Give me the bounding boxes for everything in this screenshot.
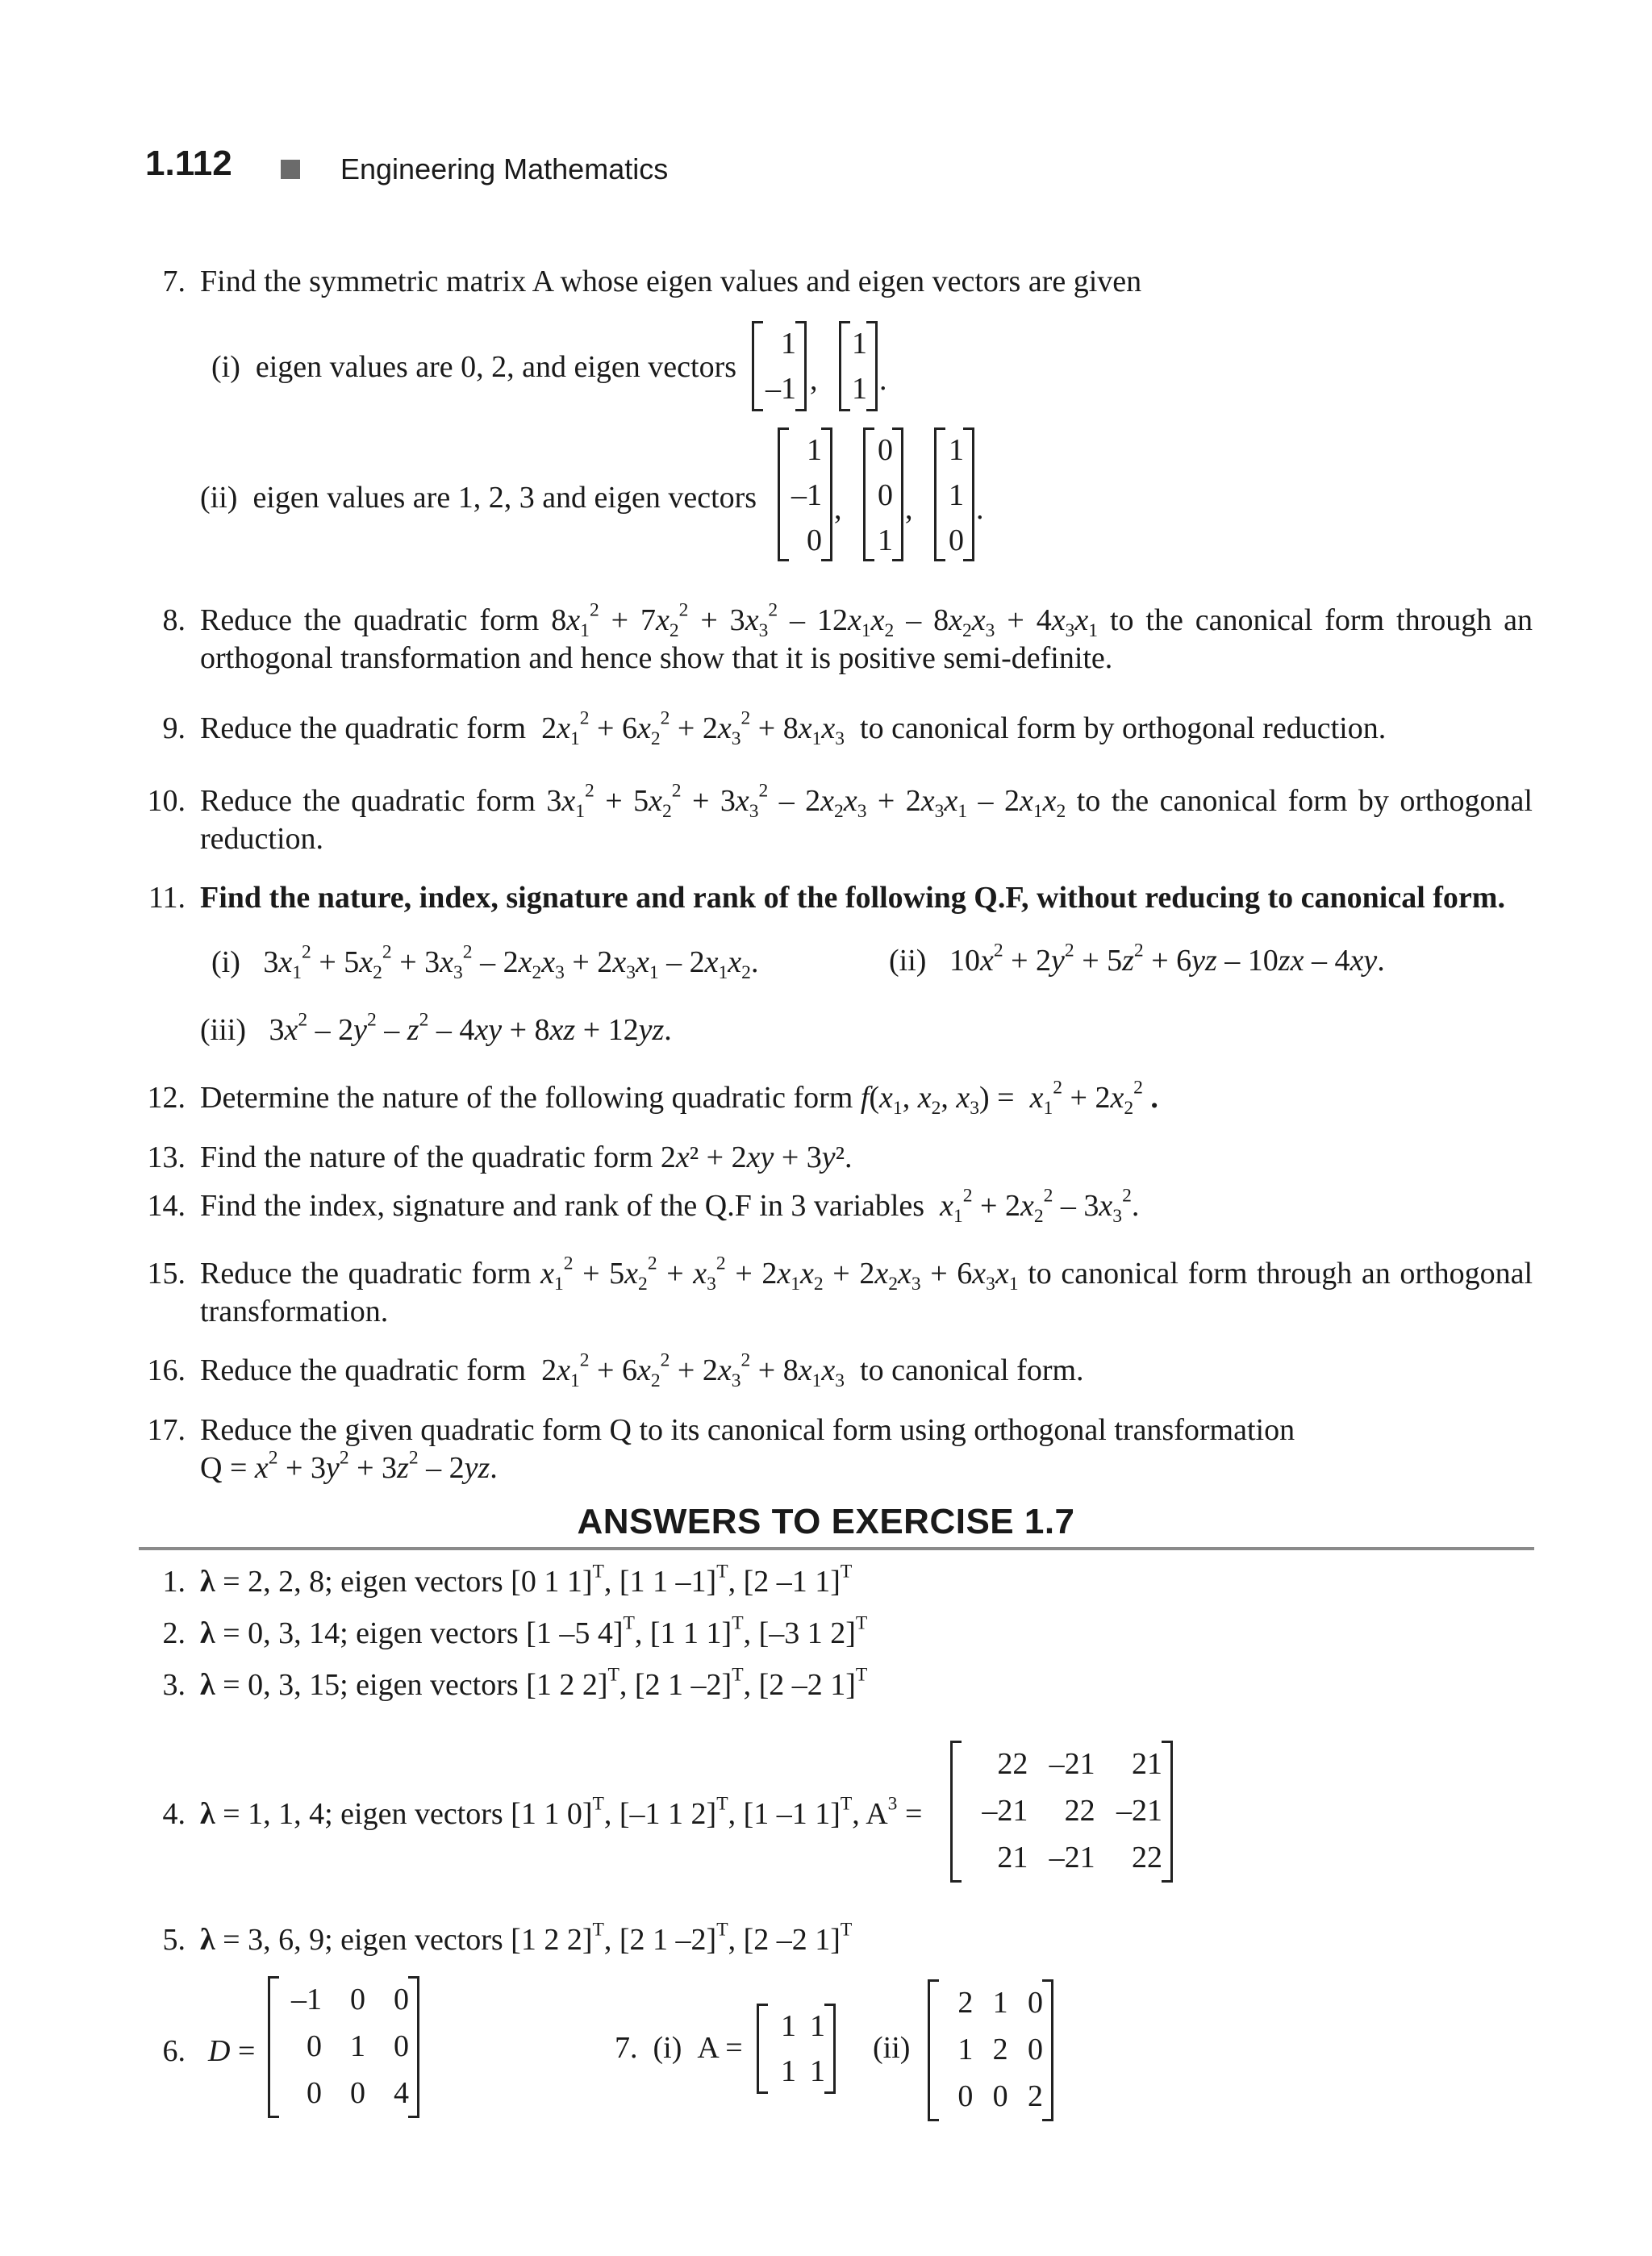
a3-number: 3.	[162, 1668, 186, 1702]
a7-ii-label: (ii)	[873, 2031, 911, 2065]
q17-number: 17.	[147, 1413, 186, 1447]
book-title: Engineering Mathematics	[340, 152, 669, 186]
q13-text: Find the nature of the quadratic form 2x² + 2xy + 3y².	[200, 1141, 853, 1174]
a5-number: 5.	[162, 1923, 186, 1957]
a2-text: λ = 0, 3, 14; eigen vectors [1 –5 4]$^T$, [1 1 1]$^T$, [–3 1 2]$^T$	[200, 1612, 868, 1650]
a6-matrix: –1 0 0 0 1 0 0 0 4	[268, 1976, 419, 2118]
q7-i-vector-2: 1 1	[839, 321, 878, 411]
q7-part-i: (i) eigen values are 0, 2, and eigen vectors	[211, 350, 737, 384]
header-square-icon	[281, 160, 300, 179]
q7-ii-vector-2: 0 0 1	[863, 427, 903, 561]
a3-text: λ = 0, 3, 15; eigen vectors [1 2 2]$^T$, [2 1 –2]$^T$, [2 –2 1]$^T$	[200, 1664, 868, 1702]
q7-number: 7.	[162, 265, 186, 298]
q16-number: 16.	[147, 1353, 186, 1387]
q11-text: Find the nature, index, signature and rank of the following Q.F, without reducing to canonical form.	[200, 881, 1505, 915]
page-number: 1.112	[145, 144, 232, 183]
a4-text: λ = 1, 1, 4; eigen vectors [1 1 0]$^T$, [–1 1 2]$^T$, [1 –1 1]$^T$, $A^3$ =	[200, 1793, 923, 1831]
comma: ,	[834, 492, 842, 526]
q8-number: 8.	[162, 603, 186, 637]
a4-number: 4.	[162, 1797, 186, 1831]
q15-number: 15.	[147, 1257, 186, 1291]
answers-divider	[139, 1547, 1534, 1550]
comma: ,	[905, 492, 913, 526]
comma: ,	[810, 363, 818, 397]
q9-text: Reduce the quadratic form $2x_1^2 + 6x_2^2 + 2x_3^2 + 8x_1x_3$ to canonical form by orthogonal reduction.	[200, 707, 1387, 750]
q11-part-ii: (ii) $10x^2 + 2y^2 + 5z^2 + 6yz - 10zx - 4xy$.	[889, 940, 1385, 978]
q7-ii-vector-3: 1 1 0	[934, 427, 974, 561]
a7-i-matrix: 1 1 1 1	[757, 2004, 836, 2094]
q16-text: Reduce the quadratic form $2x_1^2 + 6x_2^2 + 2x_3^2 + 8x_1x_3$ to canonical form.	[200, 1349, 1084, 1392]
a1-text: λ = 2, 2, 8; eigen vectors [0 1 1]$^T$, [1 1 –1]$^T$, [2 –1 1]$^T$	[200, 1561, 853, 1599]
period: .	[879, 363, 887, 397]
q11-number: 11.	[148, 881, 186, 915]
period: .	[976, 492, 984, 526]
q7-part-ii: (ii) eigen values are 1, 2, 3 and eigen vectors	[200, 481, 757, 515]
q7-i-vector-1: 1 –1	[752, 321, 807, 411]
q8-text: Reduce the quadratic form $8x_1^2 + 7x_2^2 + 3x_3^2 - 12x_1x_2 - 8x_2x_3 + 4x_3x_1$ to the canonical form through an orthogonal transformation and hence show that it is positive semi-definite.	[200, 599, 1533, 675]
q11-part-i: (i) $3x_1^2 + 5x_2^2 + 3x_3^2 - 2x_2x_3 + 2x_3x_1 - 2x_1x_2$.	[211, 941, 759, 984]
a1-number: 1.	[162, 1565, 186, 1599]
q14-number: 14.	[147, 1189, 186, 1223]
a6-number: 6.	[162, 2034, 186, 2068]
q10-text: Reduce the quadratic form $3x_1^2 + 5x_2^2 + 3x_3^2 - 2x_2x_3 + 2x_3x_1 - 2x_1x_2$ to the canonical form by orthogonal reduction.	[200, 780, 1533, 856]
q9-number: 9.	[162, 711, 186, 745]
q17-text: Reduce the given quadratic form Q to its canonical form using orthogonal transformation $Q = x^2 + 3y^2 + 3z^2 - 2yz$.	[200, 1413, 1295, 1485]
a5-text: λ = 3, 6, 9; eigen vectors [1 2 2]$^T$, [2 1 –2]$^T$, [2 –2 1]$^T$	[200, 1919, 853, 1957]
q14-text: Find the index, signature and rank of the Q.F in 3 variables $x_1^2 + 2x_2^2 - 3x_3^2$.	[200, 1185, 1140, 1228]
a7-ii-matrix: 2 1 0 1 2 0 0 0 2	[928, 1979, 1053, 2121]
q10-number: 10.	[147, 784, 186, 818]
q15-text: Reduce the quadratic form $x_1^2 + 5x_2^2 + x_3^2 + 2x_1x_2 + 2x_2x_3 + 6x_3x_1$ to canonical form through an orthogonal transformation.	[200, 1253, 1533, 1328]
q7-text: Find the symmetric matrix A whose eigen values and eigen vectors are given	[200, 265, 1142, 298]
a4-matrix: 22 –21 21 –21 22 –21 21 –21 22	[950, 1741, 1173, 1883]
q11-part-iii: (iii) $3x^2 - 2y^2 - z^2 - 4xy + 8xz + 12yz$.	[200, 1009, 672, 1047]
a2-number: 2.	[162, 1616, 186, 1650]
q7-ii-vector-1: 1 –1 0	[778, 427, 832, 561]
q12-text: Determine the nature of the following quadratic form $f(x_1$, $x_2$, $x_3) = x_1^2 + 2x_2^2$ .	[200, 1077, 1158, 1120]
q13-number: 13.	[147, 1141, 186, 1174]
q12-number: 12.	[147, 1081, 186, 1115]
a7-label: 7. (i) A =	[615, 2031, 743, 2065]
a6-label: D =	[208, 2034, 256, 2068]
answers-heading: ANSWERS TO EXERCISE 1.7	[577, 1502, 1075, 1541]
